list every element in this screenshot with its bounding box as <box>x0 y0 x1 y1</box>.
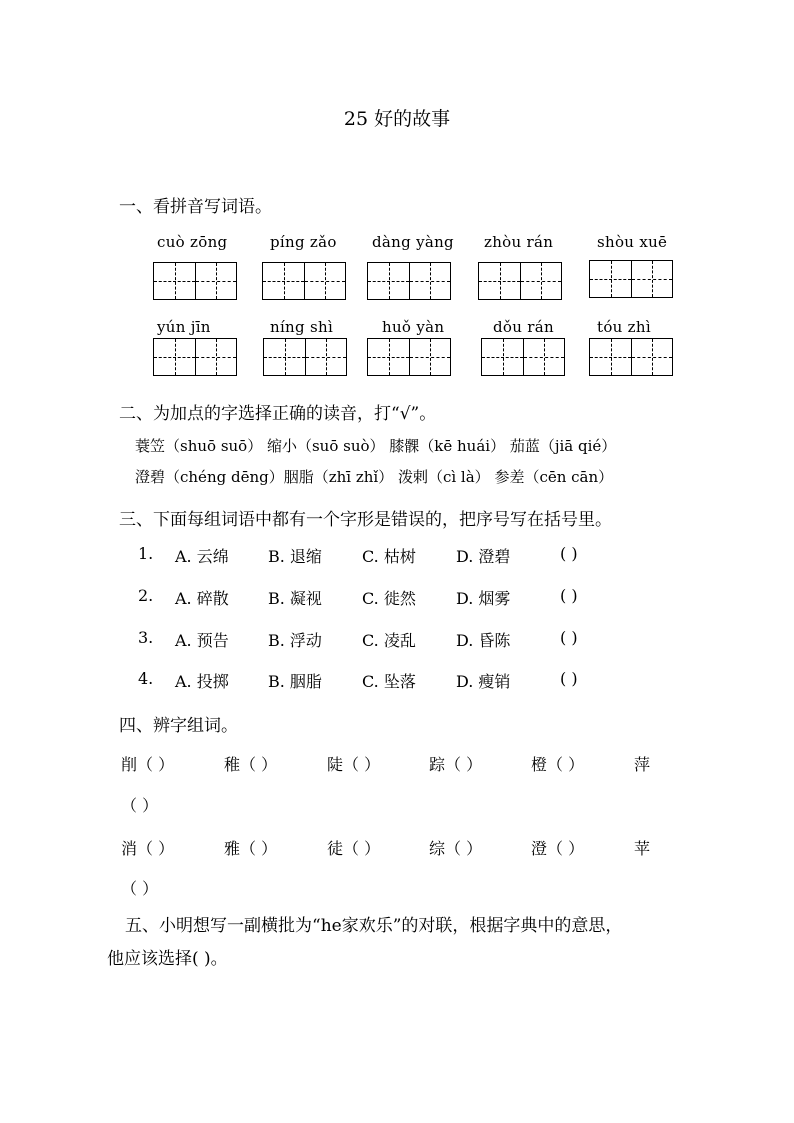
word-group-char: 苹 <box>634 839 651 858</box>
page-title: 25 好的故事 <box>343 108 451 130</box>
pinyin-label: huǒ yàn <box>382 318 445 336</box>
tianzige-box[interactable] <box>589 338 673 376</box>
tianzige-box[interactable] <box>263 338 347 376</box>
option-d: D. 昏陈 <box>456 631 511 650</box>
option-d: D. 瘦销 <box>456 672 511 691</box>
section-5-line-1: 五、小明想写一副横批为“he家欢乐”的对联，根据字典中的意思， <box>125 916 623 936</box>
tianzige-box[interactable] <box>367 338 451 376</box>
option-c: C. 凌乱 <box>362 631 416 650</box>
tianzige-box[interactable] <box>481 338 565 376</box>
word-group-blank[interactable]: （ ） <box>121 879 159 898</box>
option-a: A. 投掷 <box>175 672 229 691</box>
pinyin-label: píng zǎo <box>270 233 337 251</box>
word-group-item[interactable]: 陡（ ） <box>327 755 381 774</box>
option-b: B. 胭脂 <box>268 672 322 691</box>
word-group-item[interactable]: 踪（ ） <box>429 755 483 774</box>
word-group-item[interactable]: 削（ ） <box>121 755 175 774</box>
word-group-item[interactable]: 徒（ ） <box>327 839 381 858</box>
section-5-line-2: 他应该选择( )。 <box>107 949 228 969</box>
tianzige-box[interactable] <box>153 262 237 300</box>
option-a: A. 预告 <box>175 631 229 650</box>
word-group-item[interactable]: 橙（ ） <box>531 755 585 774</box>
option-c: C. 徙然 <box>362 589 416 608</box>
question-number: 4. <box>138 669 154 688</box>
option-a: A. 碎散 <box>175 589 229 608</box>
word-group-row <box>0 752 794 776</box>
choice-row <box>0 586 794 610</box>
option-d: D. 烟雾 <box>456 589 511 608</box>
pinyin-label: zhòu rán <box>484 233 554 251</box>
answer-paren[interactable]: ( ) <box>560 669 578 688</box>
section-4-heading: 四、辨字组词。 <box>119 716 238 736</box>
section-1-heading: 一、看拼音写词语。 <box>119 197 272 217</box>
pinyin-label: dǒu rán <box>493 318 554 336</box>
option-c: C. 枯树 <box>362 547 416 566</box>
word-group-char: 萍 <box>634 755 651 774</box>
word-group-item[interactable]: 综（ ） <box>429 839 483 858</box>
tianzige-box[interactable] <box>153 338 237 376</box>
choice-row <box>0 628 794 652</box>
question-number: 2. <box>138 586 154 605</box>
option-d: D. 澄碧 <box>456 547 511 566</box>
word-group-item[interactable]: 澄（ ） <box>531 839 585 858</box>
section-2-heading: 二、为加点的字选择正确的读音，打“√”。 <box>119 404 437 424</box>
word-group-row <box>0 836 794 860</box>
tianzige-box[interactable] <box>589 260 673 298</box>
word-group-item[interactable]: 消（ ） <box>121 839 175 858</box>
word-group-item[interactable]: 稚（ ） <box>224 755 278 774</box>
word-group-item[interactable]: 雅（ ） <box>224 839 278 858</box>
tianzige-box[interactable] <box>478 262 562 300</box>
answer-paren[interactable]: ( ) <box>560 628 578 647</box>
option-c: C. 坠落 <box>362 672 416 691</box>
question-number: 3. <box>138 628 154 647</box>
tianzige-box[interactable] <box>367 262 451 300</box>
pinyin-label: níng shì <box>270 318 334 336</box>
option-a: A. 云绵 <box>175 547 229 566</box>
pinyin-label: dàng yàng <box>372 233 454 251</box>
option-b: B. 退缩 <box>268 547 322 566</box>
choice-row <box>0 669 794 693</box>
pinyin-label: cuò zōng <box>157 233 228 251</box>
answer-paren[interactable]: ( ) <box>560 544 578 563</box>
pronunciation-line-1: 蓑笠（shuō suō） 缩小（suō suò） 膝髁（kē huái） 茄蓝（jiā qié） <box>135 437 617 455</box>
pinyin-label: yún jīn <box>157 318 211 336</box>
choice-row <box>0 544 794 568</box>
section-3-heading: 三、下面每组词语中都有一个字形是错误的，把序号写在括号里。 <box>119 510 612 530</box>
word-group-blank[interactable]: （ ） <box>121 796 159 815</box>
pinyin-label: shòu xuē <box>597 233 668 251</box>
pinyin-label: tóu zhì <box>597 318 651 336</box>
answer-paren[interactable]: ( ) <box>560 586 578 605</box>
option-b: B. 浮动 <box>268 631 322 650</box>
option-b: B. 凝视 <box>268 589 322 608</box>
question-number: 1. <box>138 544 154 563</box>
pronunciation-line-2: 澄碧（chéng dēng）胭脂（zhī zhǐ） 泼剌（cì là） 参差（cēn cān） <box>135 468 614 486</box>
tianzige-box[interactable] <box>262 262 346 300</box>
